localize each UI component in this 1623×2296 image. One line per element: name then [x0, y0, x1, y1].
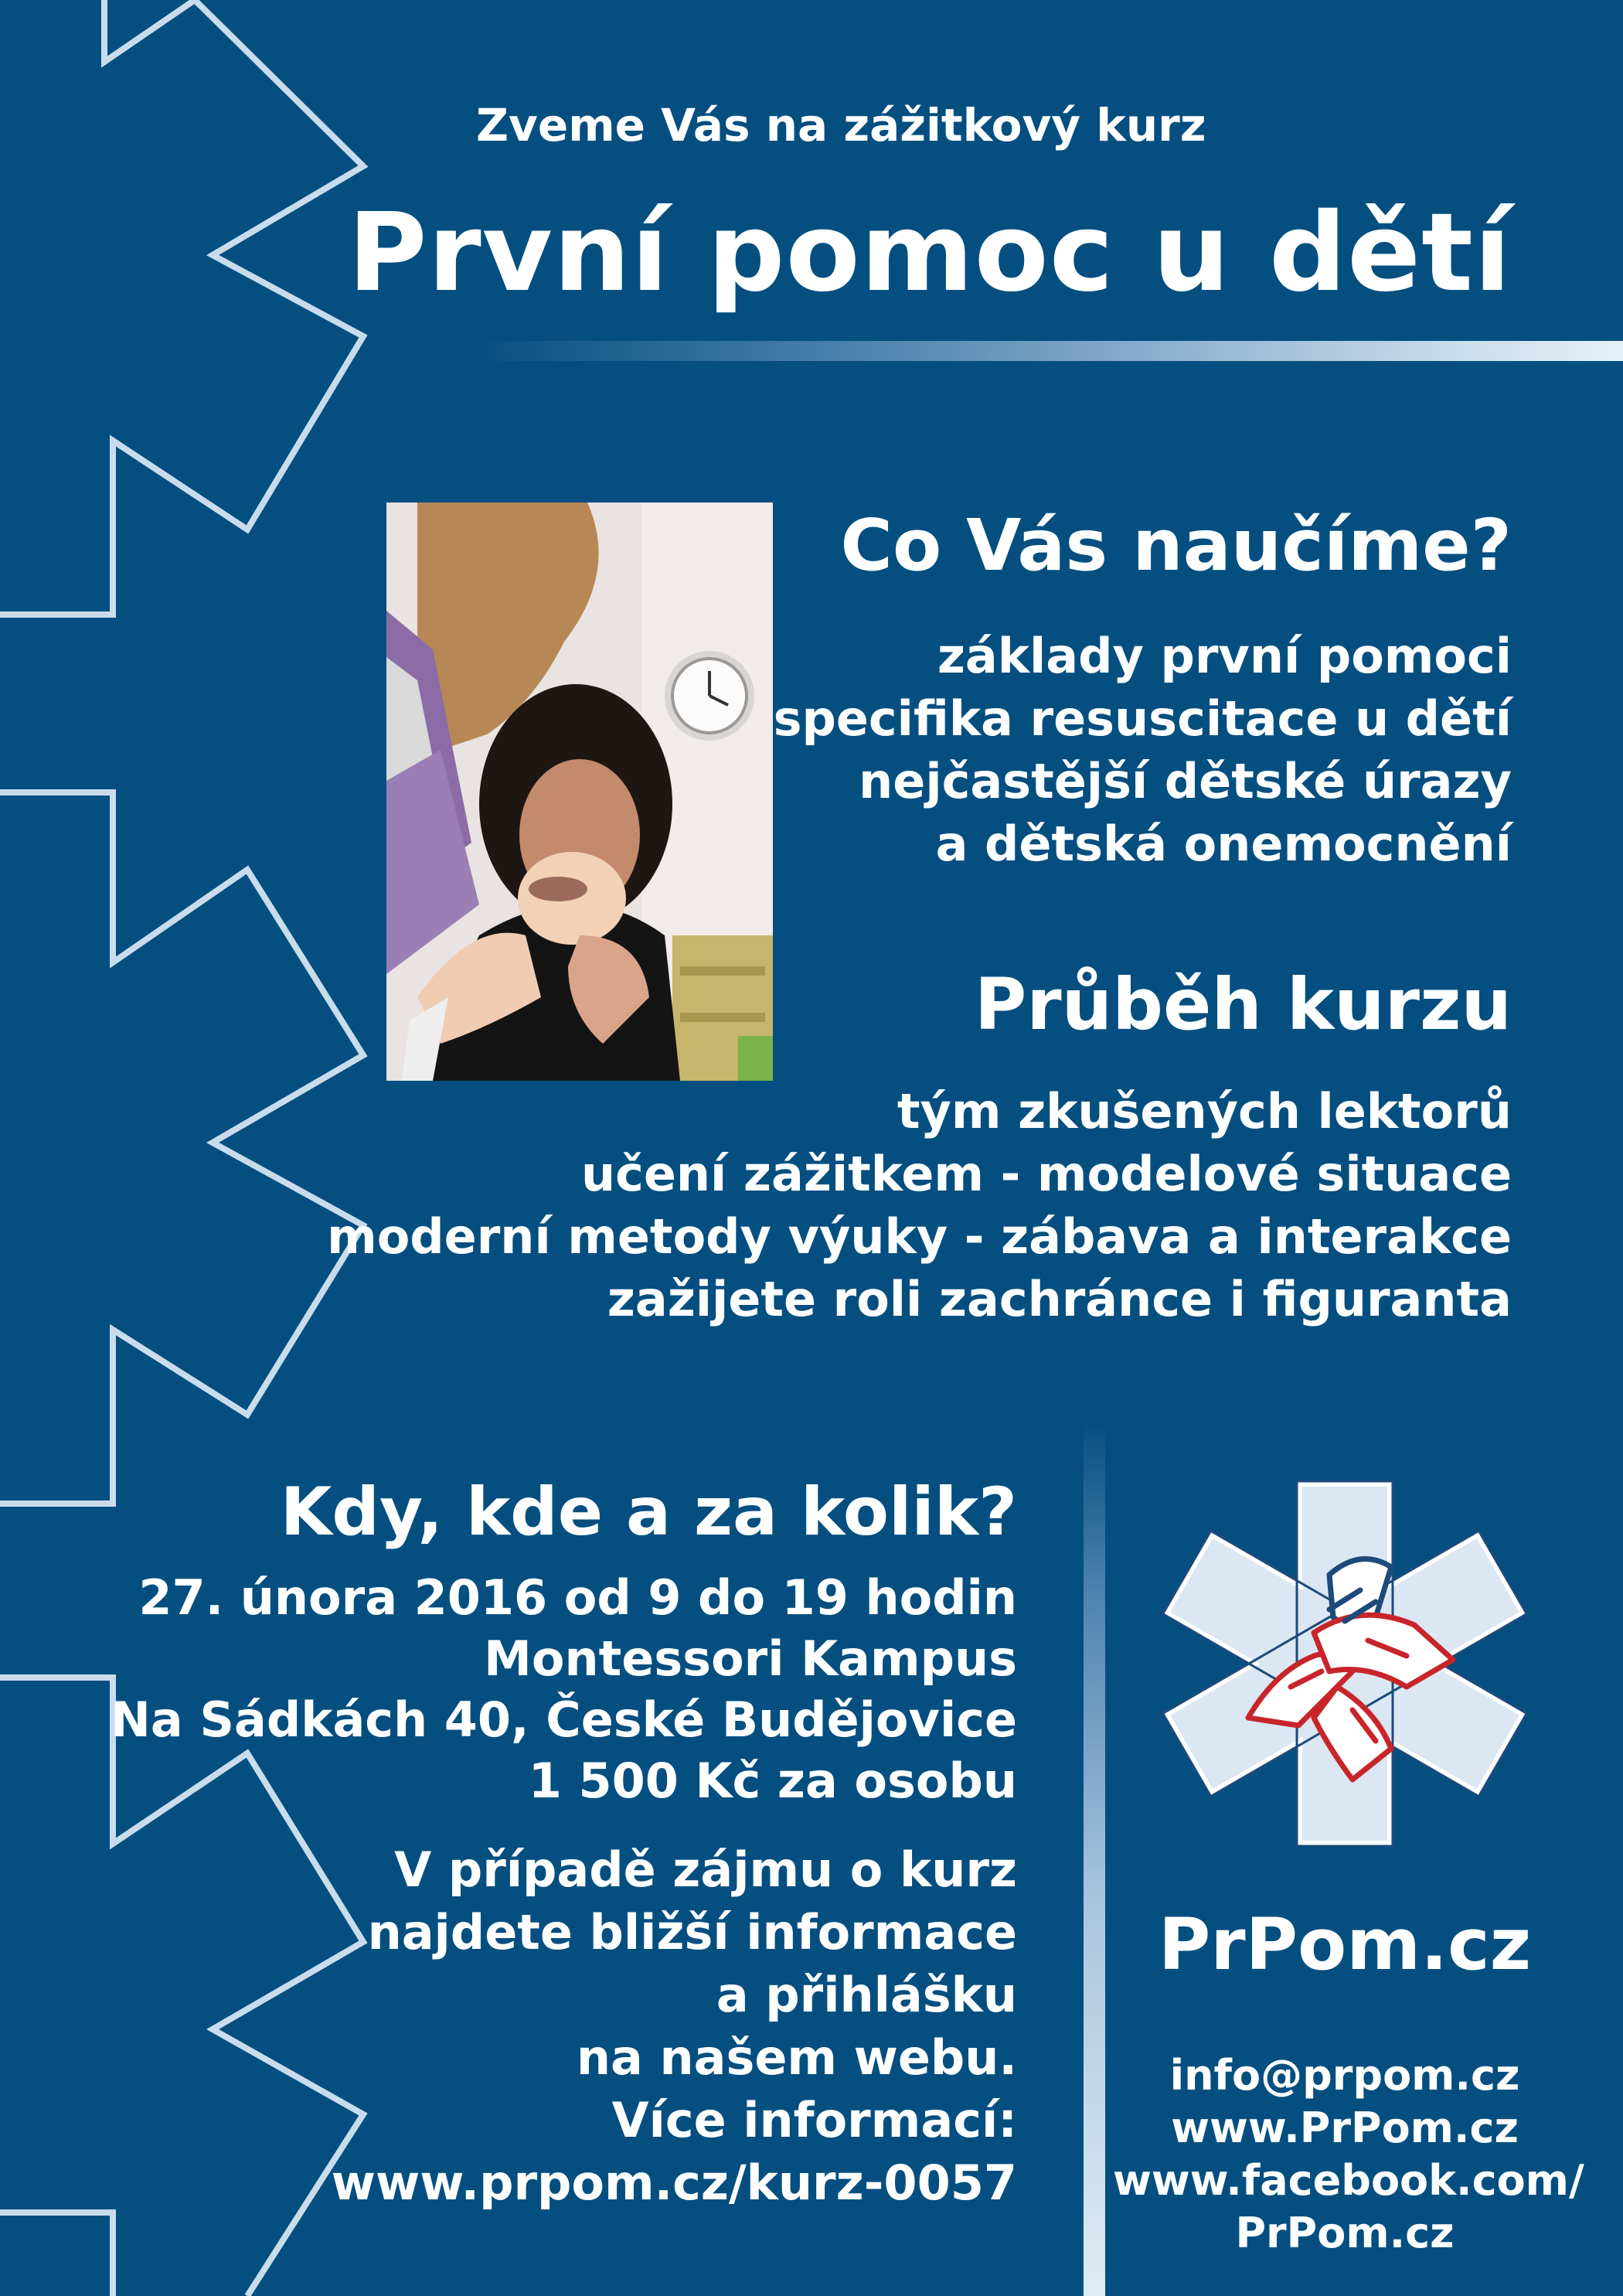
info-text [332, 1838, 1017, 2214]
facebook-link[interactable]: www.facebook.com/ [1113, 2156, 1584, 2205]
learn-heading: Co Vás naučíme? [840, 504, 1512, 587]
learn-item: a dětská onemocnění [935, 816, 1512, 872]
training-photo [386, 502, 773, 1081]
details-item: Na Sádkách 40, České Budějovice [111, 1691, 1017, 1748]
course-item: zažijete roli zachránce i figuranta [607, 1271, 1512, 1327]
info-line: a přihlášku [716, 1967, 1017, 2023]
info-line: na našem webu. [576, 2029, 1017, 2086]
website-link[interactable]: www.PrPom.cz [1171, 2104, 1519, 2152]
info-line: Více informací: [611, 2092, 1017, 2148]
learn-item: nejčastější dětské úrazy [859, 753, 1512, 809]
vertical-divider [1084, 1422, 1105, 2296]
contact-list [1113, 2049, 1584, 2260]
course-url-link[interactable]: www.prpom.cz/kurz-0057 [331, 2155, 1017, 2211]
brand-name: PrPom.cz [1158, 1903, 1532, 1986]
title-underline [471, 341, 1623, 361]
star-of-life-hands-icon [1155, 1480, 1534, 1848]
facebook-link-continued[interactable]: PrPom.cz [1235, 2209, 1455, 2257]
info-line: najdete bližší informace [367, 1904, 1017, 1960]
learn-list [774, 625, 1512, 875]
course-item: učení zážitkem - modelové situace [580, 1146, 1512, 1202]
course-item: tým zkušených lektorů [897, 1083, 1512, 1139]
details-heading: Kdy, kde a za kolik? [280, 1473, 1017, 1551]
email-link[interactable]: info@prpom.cz [1169, 2051, 1520, 2100]
info-line: V případě zájmu o kurz [394, 1841, 1017, 1898]
details-item: 1 500 Kč za osobu [528, 1753, 1017, 1809]
course-list [327, 1080, 1512, 1330]
page-title: První pomoc u dětí [348, 190, 1512, 316]
details-item: Montessori Kampus [484, 1630, 1017, 1687]
course-heading: Průběh kurzu [974, 963, 1512, 1046]
header-kicker: Zveme Vás na zážitkový kurz [476, 99, 1206, 152]
learn-item: základy první pomoci [937, 628, 1512, 684]
course-item: moderní metody výuky - zábava a interakce [327, 1208, 1512, 1265]
learn-item: specifika resuscitace u dětí [773, 690, 1512, 747]
details-list [111, 1567, 1017, 1811]
details-item: 27. února 2016 od 9 do 19 hodin [138, 1569, 1017, 1626]
